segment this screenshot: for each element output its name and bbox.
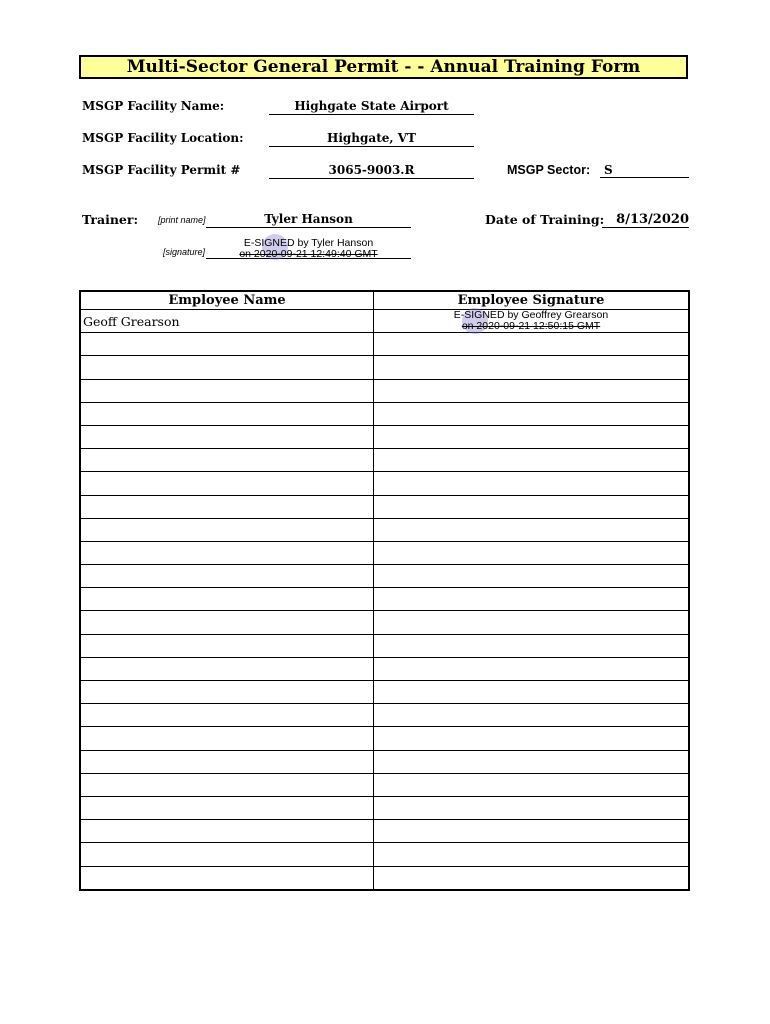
employee-name-cell[interactable] — [80, 796, 374, 819]
employee-signature-cell[interactable] — [374, 541, 690, 564]
table-row — [80, 565, 689, 588]
table-row — [80, 495, 689, 518]
facility-name-field[interactable]: Highgate State Airport — [269, 99, 474, 115]
employee-signature-cell[interactable] — [374, 866, 690, 890]
facility-location-field[interactable]: Highgate, VT — [269, 131, 474, 147]
employee-signature-cell[interactable] — [374, 588, 690, 611]
employee-signature-cell[interactable] — [374, 843, 690, 866]
employee-signature-cell[interactable] — [374, 820, 690, 843]
employee-esignature — [374, 310, 688, 332]
employee-name-cell[interactable] — [80, 425, 374, 448]
table-row — [80, 310, 689, 333]
sector-field[interactable]: S — [600, 163, 689, 178]
employee-signature-cell[interactable] — [374, 333, 690, 356]
employee-name-cell[interactable]: Geoff Grearson — [80, 310, 374, 333]
employee-name-cell[interactable] — [80, 356, 374, 379]
table-row — [80, 634, 689, 657]
table-row — [80, 425, 689, 448]
employee-name-cell[interactable] — [80, 843, 374, 866]
employee-signature-cell[interactable] — [374, 356, 690, 379]
employee-signature-cell[interactable] — [374, 634, 690, 657]
employee-signature-cell[interactable] — [374, 704, 690, 727]
table-row — [80, 333, 689, 356]
employee-name-cell[interactable] — [80, 449, 374, 472]
table-row — [80, 727, 689, 750]
table-row — [80, 796, 689, 819]
employee-signature-cell[interactable] — [374, 681, 690, 704]
employee-signature-cell[interactable] — [374, 657, 690, 680]
employee-name-cell[interactable] — [80, 518, 374, 541]
employee-name-cell[interactable] — [80, 565, 374, 588]
employee-table — [79, 290, 690, 891]
table-row — [80, 866, 689, 890]
employee-signature-cell[interactable] — [374, 425, 690, 448]
table-row — [80, 773, 689, 796]
table-row — [80, 588, 689, 611]
trainer-esign-line2: on 2020-09-21 12:49:40 GMT — [239, 248, 378, 260]
employee-esign-line2: on 2020-09-21 12:50:15 GMT — [461, 320, 601, 333]
employee-signature-header: Employee Signature — [374, 291, 690, 310]
facility-permit-label: MSGP Facility Permit # — [82, 163, 241, 177]
trainer-label: Trainer: — [82, 212, 139, 227]
employee-signature-cell[interactable] — [374, 449, 690, 472]
signature-label: [signature] — [163, 247, 206, 257]
table-row — [80, 518, 689, 541]
employee-signature-cell[interactable] — [374, 379, 690, 402]
table-row — [80, 472, 689, 495]
employee-name-cell[interactable] — [80, 727, 374, 750]
employee-signature-cell[interactable] — [374, 495, 690, 518]
employee-name-cell[interactable] — [80, 379, 374, 402]
employee-signature-cell[interactable] — [374, 565, 690, 588]
trainer-name-field[interactable]: Tyler Hanson — [206, 212, 411, 228]
employee-signature-cell[interactable] — [374, 518, 690, 541]
employee-signature-cell[interactable] — [374, 611, 690, 634]
table-row — [80, 843, 689, 866]
print-name-label: [print name] — [158, 215, 206, 225]
employee-name-cell[interactable] — [80, 495, 374, 518]
facility-name-label: MSGP Facility Name: — [82, 99, 225, 113]
employee-signature-cell[interactable] — [374, 472, 690, 495]
employee-name-cell[interactable] — [80, 750, 374, 773]
employee-name-cell[interactable] — [80, 681, 374, 704]
table-row — [80, 541, 689, 564]
facility-permit-field[interactable]: 3065-9003.R — [269, 163, 474, 179]
table-row — [80, 820, 689, 843]
table-row — [80, 750, 689, 773]
table-row — [80, 356, 689, 379]
employee-name-cell[interactable] — [80, 472, 374, 495]
employee-name-cell[interactable] — [80, 588, 374, 611]
table-row — [80, 681, 689, 704]
employee-name-cell[interactable] — [80, 773, 374, 796]
date-of-training-field[interactable]: 8/13/2020 — [602, 212, 689, 228]
employee-name-cell[interactable] — [80, 611, 374, 634]
employee-esign-line1: E-SIGNED by Geoffrey Grearson — [453, 309, 609, 322]
table-row — [80, 379, 689, 402]
employee-signature-cell[interactable] — [374, 773, 690, 796]
trainer-esignature[interactable] — [206, 238, 411, 260]
employee-name-cell[interactable] — [80, 541, 374, 564]
table-row — [80, 449, 689, 472]
employee-name-cell[interactable] — [80, 402, 374, 425]
employee-name-cell[interactable] — [80, 333, 374, 356]
trainer-esign-line1: E-SIGNED by Tyler Hanson — [243, 237, 374, 249]
date-of-training-label: Date of Training: — [485, 212, 605, 227]
form-title: Multi-Sector General Permit - - Annual Training Form — [79, 55, 688, 79]
employee-signature-cell[interactable] — [374, 727, 690, 750]
employee-signature-cell[interactable] — [374, 310, 690, 333]
table-row — [80, 402, 689, 425]
employee-name-cell[interactable] — [80, 704, 374, 727]
employee-name-cell[interactable] — [80, 820, 374, 843]
employee-signature-cell[interactable] — [374, 796, 690, 819]
employee-name-cell[interactable] — [80, 866, 374, 890]
employee-name-header: Employee Name — [80, 291, 374, 310]
table-row — [80, 611, 689, 634]
sector-label: MSGP Sector: — [507, 163, 591, 177]
employee-name-cell[interactable] — [80, 657, 374, 680]
employee-name-cell[interactable] — [80, 634, 374, 657]
facility-location-label: MSGP Facility Location: — [82, 131, 244, 145]
employee-signature-cell[interactable] — [374, 402, 690, 425]
table-row — [80, 704, 689, 727]
employee-signature-cell[interactable] — [374, 750, 690, 773]
table-row — [80, 657, 689, 680]
